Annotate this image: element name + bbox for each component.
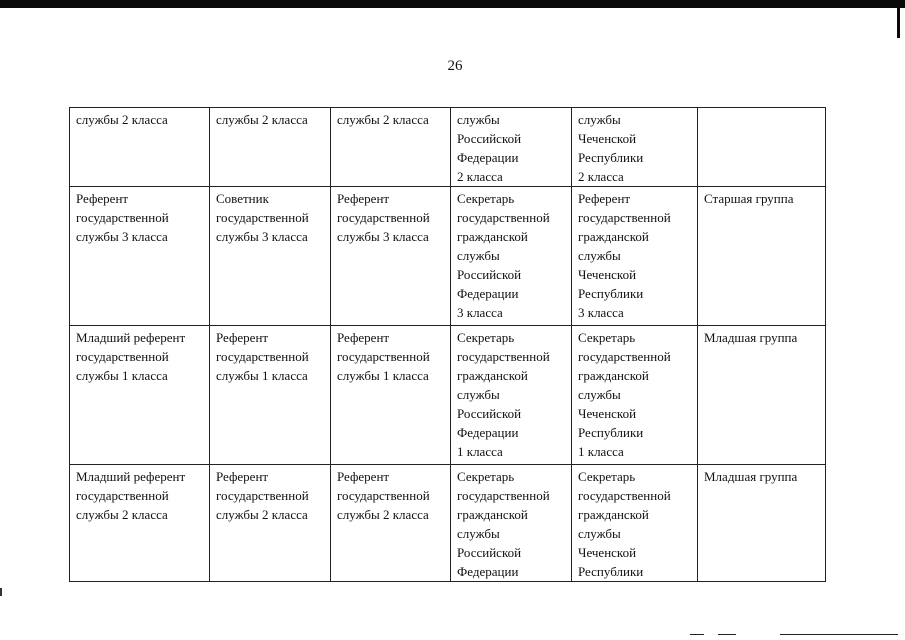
table-cell: службы 2 класса xyxy=(210,108,331,187)
table-row xyxy=(70,187,826,326)
table-cell: службы 2 класса xyxy=(70,108,210,187)
footer-dash xyxy=(718,634,736,635)
table-cell: Младший референт государственной службы 1 класса xyxy=(70,326,210,465)
table-row xyxy=(70,465,826,582)
table-cell: Секретарь государственной гражданской службы Российской Федерации 3 класса xyxy=(451,187,572,326)
table-cell: Младшая группа xyxy=(698,326,826,465)
table-cell: службы Чеченской Республики 2 класса xyxy=(572,108,698,187)
table-cell: службы 2 класса xyxy=(331,108,451,187)
table-cell: Референт государственной службы 3 класса xyxy=(331,187,451,326)
table-cell: Референт государственной гражданской службы Чеченской Республики 3 класса xyxy=(572,187,698,326)
table-cell: Референт государственной службы 1 класса xyxy=(331,326,451,465)
scan-top-border xyxy=(0,0,905,8)
table-cell: Младший референт государственной службы 2 класса xyxy=(70,465,210,582)
footer-line xyxy=(780,634,898,635)
scan-right-edge-mark xyxy=(897,0,900,38)
table-cell: Референт государственной службы 2 класса xyxy=(210,465,331,582)
table-cell: Референт государственной службы 3 класса xyxy=(70,187,210,326)
table-row xyxy=(70,108,826,187)
footer-dash xyxy=(690,634,704,635)
table-cell: Старшая группа xyxy=(698,187,826,326)
table-cell: Советник государственной службы 3 класса xyxy=(210,187,331,326)
scan-left-mark xyxy=(0,588,2,596)
table-cell: службы Российской Федерации 2 класса xyxy=(451,108,572,187)
rank-correspondence-table xyxy=(69,107,826,582)
table-cell: Младшая группа xyxy=(698,465,826,582)
table-cell: Секретарь государственной гражданской службы Российской Федерации 1 класса xyxy=(451,326,572,465)
page-number: 26 xyxy=(447,58,463,74)
table-cell xyxy=(698,108,826,187)
table-cell: Референт государственной службы 2 класса xyxy=(331,465,451,582)
table-cell: Секретарь государственной гражданской службы Российской Федерации xyxy=(451,465,572,582)
table-row xyxy=(70,326,826,465)
table-cell: Секретарь государственной гражданской службы Чеченской Республики xyxy=(572,465,698,582)
table-cell: Референт государственной службы 1 класса xyxy=(210,326,331,465)
table-cell: Секретарь государственной гражданской службы Чеченской Республики 1 класса xyxy=(572,326,698,465)
